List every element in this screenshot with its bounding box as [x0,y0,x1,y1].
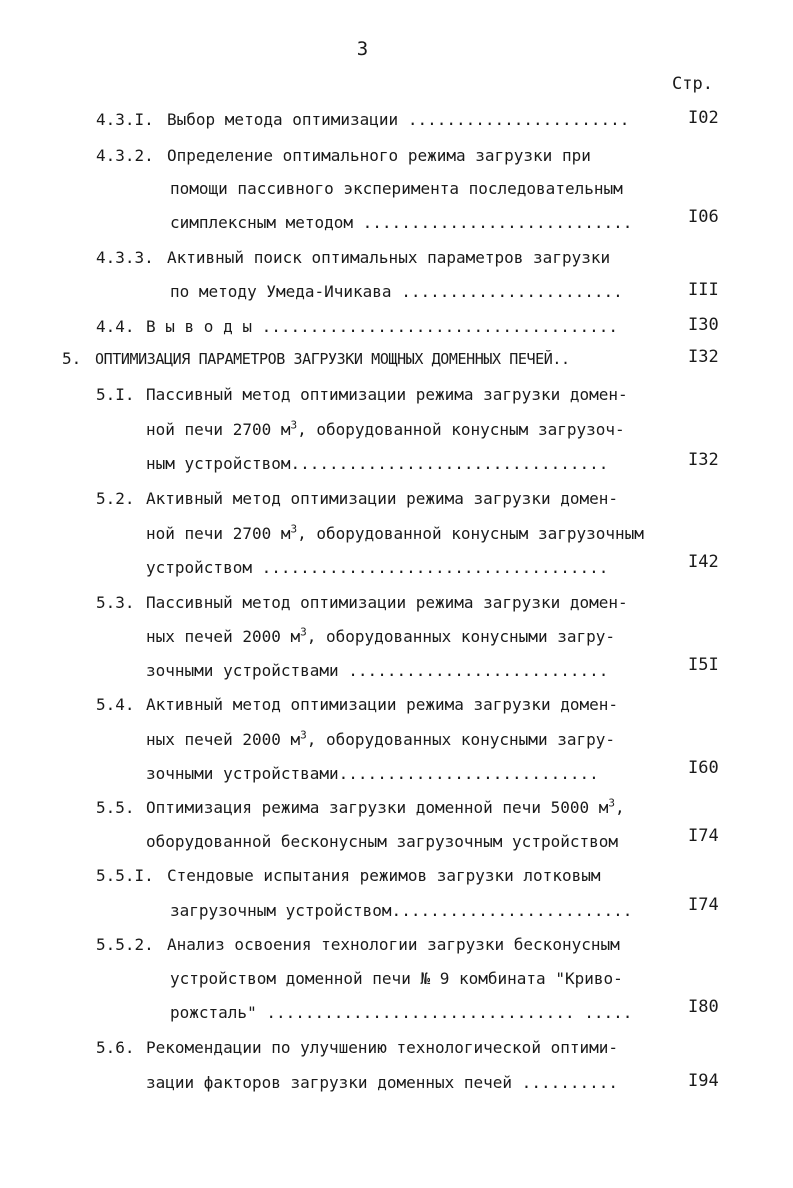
toc-entry-title: Пассивный метод оптимизации режима загрузки домен- [146,593,628,612]
toc-entry-number: 4.3.I. [96,110,154,129]
superscript: 3 [290,522,298,536]
toc-entry-number: 4.4. [96,317,135,336]
toc-entry-title-continuation: загрузочным устройством......................... [170,901,633,920]
superscript: 3 [300,625,307,639]
toc-entry-title-continuation: рожсталь" ................................ ..... [170,1003,633,1022]
toc-entry-title: Оптимизация режима загрузки доменной печи 5000 $м^3$, [146,796,625,817]
toc-entry-number: 5.5.2. [96,935,154,954]
toc-entry-title-continuation: симплексным методом ............................ [170,213,633,232]
toc-entry-page: I74 [688,826,719,846]
toc-entry-page: I32 [688,450,719,470]
toc-entry-number: 5.6. [96,1038,135,1057]
toc-section-title: ОПТИМИЗАЦИЯ ПАРАМЕТРОВ ЗАГРУЗКИ МОЩНЫХ ДОМЕННЫХ ПЕЧЕЙ.. [95,350,570,368]
toc-entry-title: В ы в о д ы ..................................... [146,317,619,336]
page-column-header: Стр. [672,74,713,94]
toc-entry-title: Рекомендации по улучшению технологической оптими- [146,1038,619,1057]
toc-entry-title: Анализ освоения технологии загрузки бесконусным [167,935,620,954]
toc-entry-title-continuation: ной печи 2700 $м^3$, оборудованной конусным загрузоч- [146,418,625,439]
toc-entry-title-continuation: ных печей 2000 $м^3$, оборудованных конусными загру- [146,728,615,749]
toc-entry-number: 5.5. [96,798,135,817]
toc-entry-title-continuation: ной печи 2700 $м^3$, оборудованной конусным загрузочным [146,522,644,543]
toc-entry-page: I5I [688,655,719,675]
toc-entry-page: I30 [688,315,719,335]
toc-entry-number: 5.2. [96,489,135,508]
toc-entry-title-continuation: оборудованной бесконусным загрузочным устройством [146,832,619,851]
toc-entry-title: Активный метод оптимизации режима загрузки домен- [146,695,619,714]
toc-entry-title-continuation: зочными устройствами........................... [146,764,599,783]
toc-entry-number: 5.5.I. [96,866,154,885]
toc-entry-number: 4.3.2. [96,146,154,165]
toc-entry-title: Активный метод оптимизации режима загрузки домен- [146,489,619,508]
superscript: 3 [300,728,307,742]
toc-entry-title-continuation: по методу Умеда-Ичикава ....................... [170,282,623,301]
toc-entry-title-continuation: устройством .................................... [146,558,609,577]
toc-section-page: I32 [688,347,719,367]
superscript: 3 [608,796,615,810]
page-number: 3 [356,38,369,60]
toc-entry-title-continuation: зации факторов загрузки доменных печей .......... [146,1073,619,1092]
toc-entry-page: I06 [688,207,719,227]
toc-entry-page: I02 [688,108,719,128]
toc-section-number: 5. [62,349,82,368]
toc-entry-title-continuation: ных печей 2000 $м^3$, оборудованных конусными загру- [146,625,615,646]
toc-entry-title: Активный поиск оптимальных параметров загрузки [167,248,611,267]
toc-entry-page: I60 [688,758,719,778]
toc-entry-number: 4.3.3. [96,248,154,267]
superscript: 3 [290,418,298,432]
toc-entry-title-continuation: устройством доменной печи № 9 комбината "Криво- [170,969,623,988]
toc-entry-title-continuation: ным устройством................................. [146,454,609,473]
toc-entry-title: Стендовые испытания режимов загрузки лотковым [167,866,601,885]
toc-entry-page: I74 [688,895,719,915]
toc-entry-title: Определение оптимального режима загрузки при [167,146,591,165]
toc-entry-page: III [688,280,719,300]
toc-entry-number: 5.3. [96,593,135,612]
toc-entry-title: Выбор метода оптимизации ....................... [167,110,630,129]
toc-entry-page: I94 [688,1071,719,1091]
toc-entry-title-continuation: зочными устройствами ........................... [146,661,609,680]
toc-entry-number: 5.I. [96,385,135,404]
toc-entry-title: Пассивный метод оптимизации режима загрузки домен- [146,385,628,404]
toc-entry-page: I42 [688,552,719,572]
toc-entry-number: 5.4. [96,695,135,714]
toc-entry-title-continuation: помощи пассивного эксперимента последовательным [170,179,623,198]
toc-entry-page: I80 [688,997,719,1017]
